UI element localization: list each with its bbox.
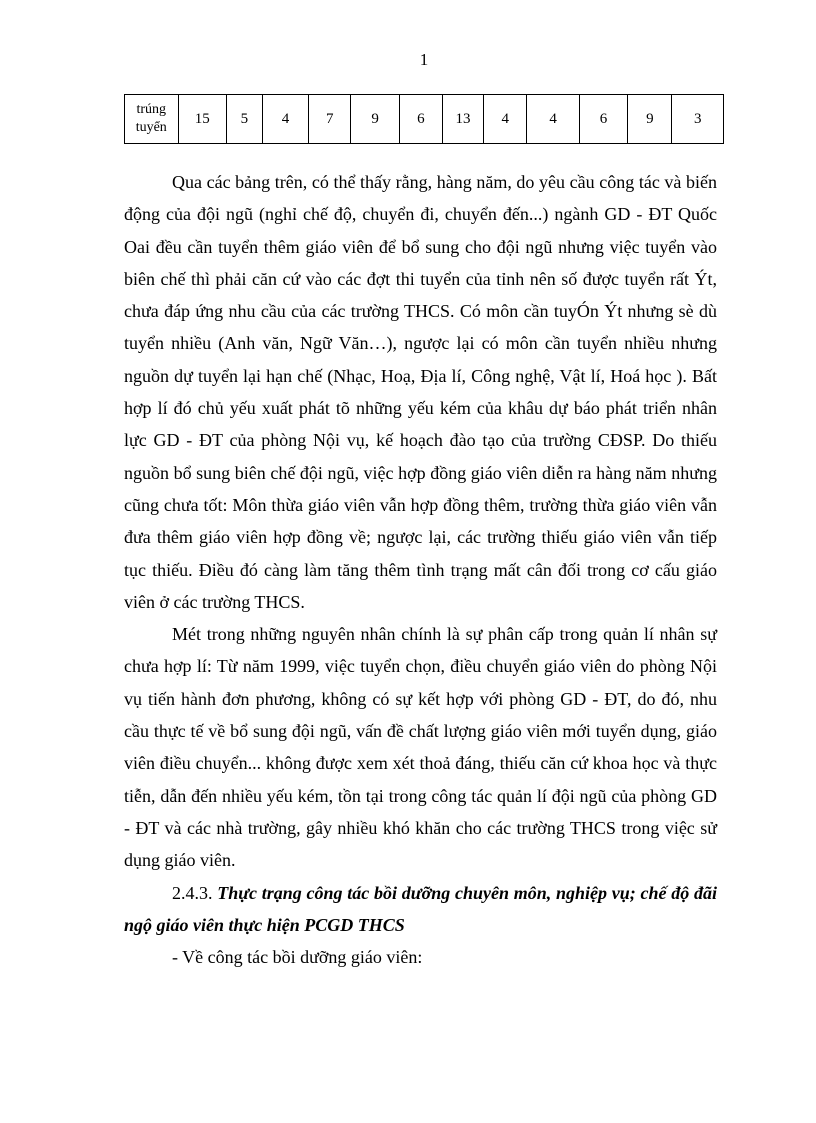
page-number: 1 [419,50,429,69]
section-heading [124,877,717,942]
body-text [124,166,717,973]
table-cell: 6 [579,95,627,144]
table-cell: 9 [351,95,399,144]
table-cell: 3 [672,95,724,144]
table-cell: 6 [399,95,442,144]
section-title: Thực trạng công tác bồi dưỡng chuyên môn, nghiệp vụ; chế độ đãi ngộ giáo viên thực hiện PCGD THCS [124,882,717,935]
table-cell: 4 [262,95,308,144]
table-cell: 13 [442,95,483,144]
table-cell: 4 [484,95,527,144]
table-row [125,95,724,144]
paragraph-recruitment: Qua các bảng trên, có thể thấy rằng, hàng năm, do yêu cầu công tác và biến động của đội ngũ (nghỉ chế độ, chuyển đi, chuyển đến...) ngành GD - ĐT Quốc Oai đều cần tuyển thêm giáo viên để bổ sung cho đội ngũ nhưng việc tuyển vào biên chế thì phải căn cứ vào các đợt thi tuyển của tỉnh nên số được tuyển rất Ýt, chưa đáp ứng nhu cầu của các trường THCS. Có môn cần tuyÓn Ýt nhưng sè dù tuyển nhiều (Anh văn, Ngữ Văn…), ngược lại có môn cần tuyển nhiều nhưng nguồn dự tuyển lại hạn chế (Nhạc, Hoạ, Địa lí, Công nghệ, Vật lí, Hoá học ). Bất hợp lí đó chủ yếu xuất phát tõ những yếu kém của khâu dự báo phát triển nhân lực GD - ĐT của phòng Nội vụ, kế hoạch đào tạo của trường CĐSP. Do thiếu nguồn bổ sung biên chế đội ngũ, việc hợp đồng giáo viên diễn ra hàng năm nhưng cũng chưa tốt: Môn thừa giáo viên vẫn hợp đồng thêm, trường thừa giáo viên vẫn đưa thêm giáo viên hợp đồng về; ngược lại, các trường thiếu giáo viên vẫn tiếp tục thiếu. Điều đó càng làm tăng thêm tình trạng mất cân đối trong cơ cấu giáo viên ở các trường THCS. [124,172,717,612]
paragraph-decentralization: Mét trong những nguyên nhân chính là sự phân cấp trong quản lí nhân sự chưa hợp lí: Từ năm 1999, việc tuyển chọn, điều chuyển giáo viên do phòng Nội vụ tiến hành đơn phương, không có sự kết hợp với phòng GD - ĐT, do đó, nhu cầu thực tế về bổ sung đội ngũ, vấn đề chất lượng giáo viên mới tuyển dụng, giáo viên điều chuyển... không được xem xét thoả đáng, thiếu căn cứ khoa học và thực tiễn, dẫn đến nhiều yếu kém, tồn tại trong công tác quản lí đội ngũ của phòng GD - ĐT và các nhà trường, gây nhiều khó khăn cho các trường THCS trong việc sử dụng giáo viên. [124,624,717,871]
admission-table [124,94,724,144]
row-label-line1: trúng [136,102,167,117]
table-cell: 15 [178,95,226,144]
row-label-cell [125,95,179,144]
table-cell: 5 [226,95,262,144]
table-cell: 4 [527,95,579,144]
table-cell: 9 [628,95,672,144]
section-number: 2.4.3. [172,882,218,903]
table-cell: 7 [309,95,351,144]
row-label-line2: tuyển [135,120,167,135]
bullet-item: - Về công tác bồi dưỡng giáo viên: [172,947,423,968]
